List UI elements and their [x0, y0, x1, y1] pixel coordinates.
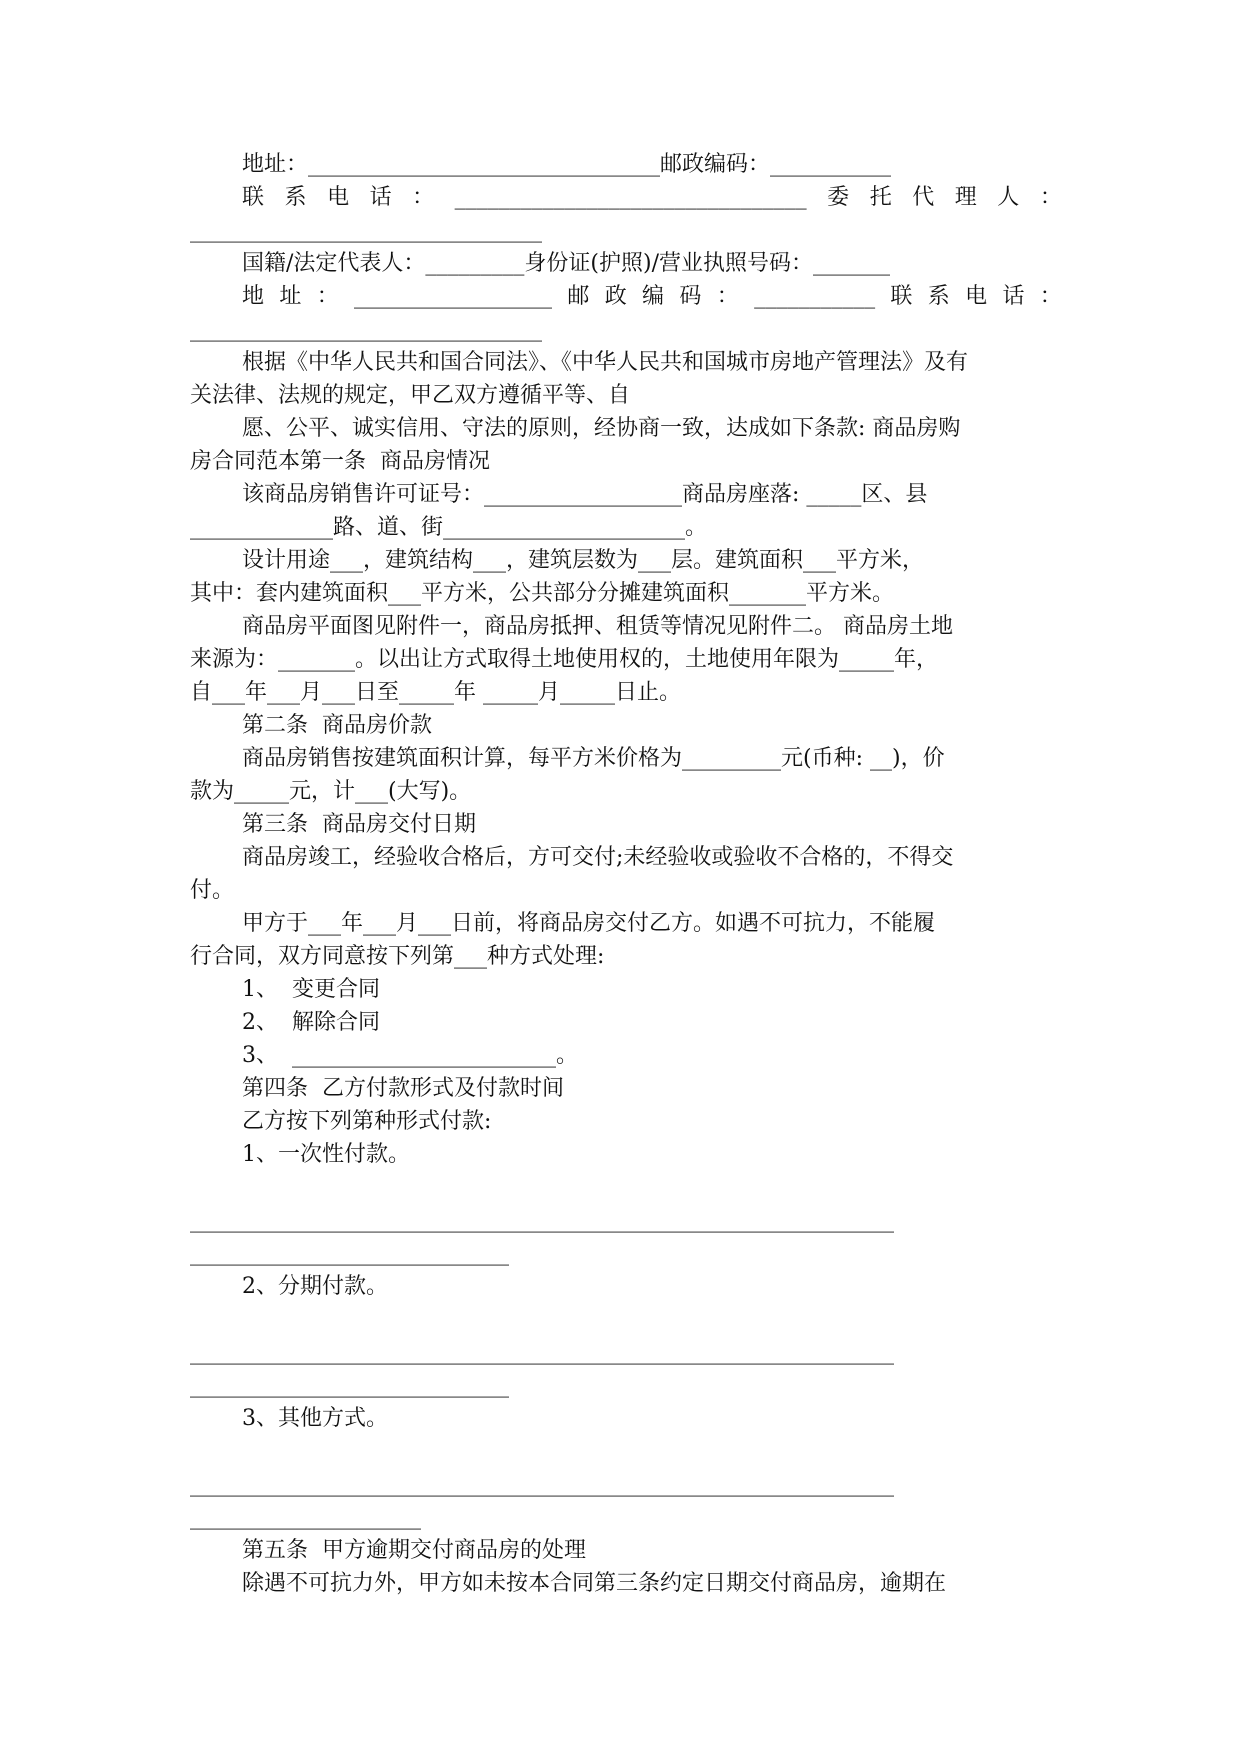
text-fragment: 政	[604, 284, 627, 309]
contract-text-line: 该商品房销售许可证号：__________________商品房座落: _____区、县	[242, 482, 928, 507]
fill-in-blank-line: _____________________________	[190, 1241, 509, 1266]
contract-text-line: 行合同，双方同意按下列第___种方式处理:	[190, 944, 605, 969]
contract-text-line: 愿、公平、诚实信用、守法的原则，经协商一致，达成如下条款: 商品房购	[242, 416, 961, 441]
contract-body	[190, 148, 1062, 1600]
contract-text-line: 第三条 商品房交付日期	[242, 812, 476, 837]
contract-text-line: 3、其他方式。	[242, 1406, 388, 1431]
contract-text-line: 甲方于___年___月___日前，将商品房交付乙方。如遇不可抗力，不能履	[242, 911, 936, 936]
text-fragment: 委	[827, 185, 850, 210]
contract-text-line: 来源为：_______。以出让方式取得土地使用权的，土地使用年限为_____年，	[190, 647, 939, 672]
text-fragment: 联	[890, 284, 913, 309]
text-fragment: ________________________________	[454, 185, 807, 210]
fill-in-blank-line: ________________________________	[190, 218, 542, 243]
text-fragment: 代	[912, 185, 935, 210]
contract-text-line: 第四条 乙方付款形式及付款时间	[242, 1076, 564, 1101]
contract-text-line: 地址：________________________________邮政编码：___________	[242, 152, 892, 177]
blank-line	[190, 1303, 1062, 1336]
text-fragment: 码	[679, 284, 702, 309]
contract-text-line: 第五条 甲方逾期交付商品房的处理	[242, 1538, 586, 1563]
contract-text-line: 房合同范本第一条 商品房情况	[190, 449, 490, 474]
blank-line	[190, 1435, 1062, 1468]
text-fragment: 系	[284, 185, 307, 210]
text-fragment: ：	[1039, 284, 1062, 309]
fill-in-blank-line: _____________________________	[190, 1373, 509, 1398]
contract-text-line	[190, 181, 1062, 214]
text-fragment: __________________	[354, 284, 553, 309]
contract-text-line: 商品房销售按建筑面积计算，每平方米价格为_________元(币种: __)，价	[242, 746, 945, 771]
contract-text-line: 2、 解除合同	[242, 1010, 380, 1035]
contract-text-line: 付。	[190, 878, 235, 903]
contract-text-line: 设计用途___，建筑结构___，建筑层数为___层。建筑面积___平方米，	[242, 548, 925, 573]
text-fragment: 电	[965, 284, 988, 309]
text-fragment: 话	[1002, 284, 1025, 309]
contract-text-line: 1、 变更合同	[242, 977, 380, 1002]
text-fragment: 地	[242, 284, 265, 309]
text-fragment: 理	[954, 185, 977, 210]
text-fragment: ：	[412, 185, 435, 210]
fill-in-blank-line: ________________________________________________________________	[190, 1340, 894, 1365]
text-fragment: 托	[869, 185, 892, 210]
text-fragment: 邮	[567, 284, 590, 309]
contract-text-line: 商品房竣工，经验收合格后，方可交付;未经验收或验收不合格的，不得交	[242, 845, 954, 870]
contract-text-line: 款为_____元，计___(大写)。	[190, 779, 472, 804]
contract-text-line: 商品房平面图见附件一，商品房抵押、租赁等情况见附件二。 商品房土地	[242, 614, 953, 639]
contract-text-line: 2、分期付款。	[242, 1274, 388, 1299]
contract-text-line: 国籍/法定代表人：_________身份证(护照)/营业执照号码：_______	[242, 251, 890, 276]
text-fragment: 系	[927, 284, 950, 309]
fill-in-blank-line: _____________________	[190, 1505, 421, 1530]
text-fragment: 话	[369, 185, 392, 210]
text-fragment: ：	[316, 284, 339, 309]
contract-text-line: 除遇不可抗力外，甲方如未按本合同第三条约定日期交付商品房，逾期在	[242, 1571, 947, 1596]
text-fragment: 编	[642, 284, 665, 309]
contract-text-line: _____________路、道、街______________________。	[190, 515, 708, 540]
contract-text-line: 乙方按下列第种形式付款:	[242, 1109, 492, 1134]
text-fragment: 址	[279, 284, 302, 309]
text-fragment: ：	[1039, 185, 1062, 210]
contract-text-line	[190, 280, 1062, 313]
contract-text-line: 自___年___月___日至_____年 _____月_____日止。	[190, 680, 681, 705]
contract-text-line: 第二条 商品房价款	[242, 713, 432, 738]
text-fragment: ：	[716, 284, 739, 309]
blank-line	[190, 1171, 1062, 1204]
fill-in-blank-line: ________________________________________________________________	[190, 1208, 894, 1233]
text-fragment: ___________	[754, 284, 876, 309]
fill-in-blank-line: ________________________________	[190, 317, 542, 342]
text-fragment: 人	[997, 185, 1020, 210]
contract-text-line: 其中：套内建筑面积___平方米，公共部分分摊建筑面积_______平方米。	[190, 581, 895, 606]
contract-text-line: 关法律、法规的规定，甲乙双方遵循平等、自	[190, 383, 631, 408]
text-fragment: 电	[327, 185, 350, 210]
contract-text-line: 3、 ________________________。	[242, 1043, 578, 1068]
text-fragment: 联	[242, 185, 265, 210]
contract-text-line: 1、一次性付款。	[242, 1142, 410, 1167]
fill-in-blank-line: ________________________________________________________________	[190, 1472, 894, 1497]
contract-text-line: 根据《中华人民共和国合同法》、《中华人民共和国城市房地产管理法》及有	[242, 350, 969, 375]
